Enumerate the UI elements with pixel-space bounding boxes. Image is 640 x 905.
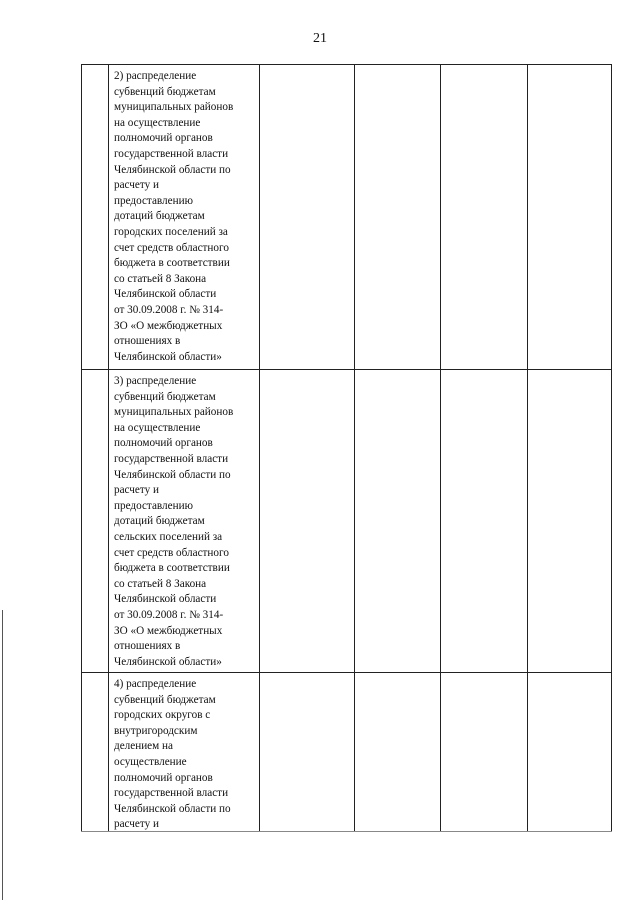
col-line [81,64,82,831]
col-line [527,64,528,831]
row-2-description: 2) распределение субвенций бюджетам муниципальных районов на осуществление полномочий органов государственной власти Челябинской области по расчету и предоставлению дотаций бюджетам городских поселений за счет средств областного бюджета в соответствии со статьей 8 Закона Челябинской области от 30.09.2008 г. № 314- ЗО «О межбюджетных отношениях в Челябинской области» [114,70,234,363]
col-line [440,64,441,831]
scan-edge [2,610,3,900]
col-line [354,64,355,831]
table-top-border [81,64,612,65]
page-number: 21 [313,31,327,46]
row-3-description: 3) распределение субвенций бюджетам муниципальных районов на осуществление полномочий органов государственной власти Челябинской области по расчету и предоставлению дотаций бюджетам сельских поселений за счет средств областного бюджета в соответствии со статьей 8 Закона Челябинской области от 30.09.2008 г. № 314- ЗО «О межбюджетных отношениях в Челябинской области» [114,375,234,668]
row-divider [81,369,612,370]
col-line [611,64,612,831]
row-4-description: 4) распределение субвенций бюджетам городских округов с внутригородским делением на осуществление полномочий органов государственной власти Челябинской области по расчету и [114,678,231,831]
col-line [108,64,109,831]
row-divider [81,672,612,673]
